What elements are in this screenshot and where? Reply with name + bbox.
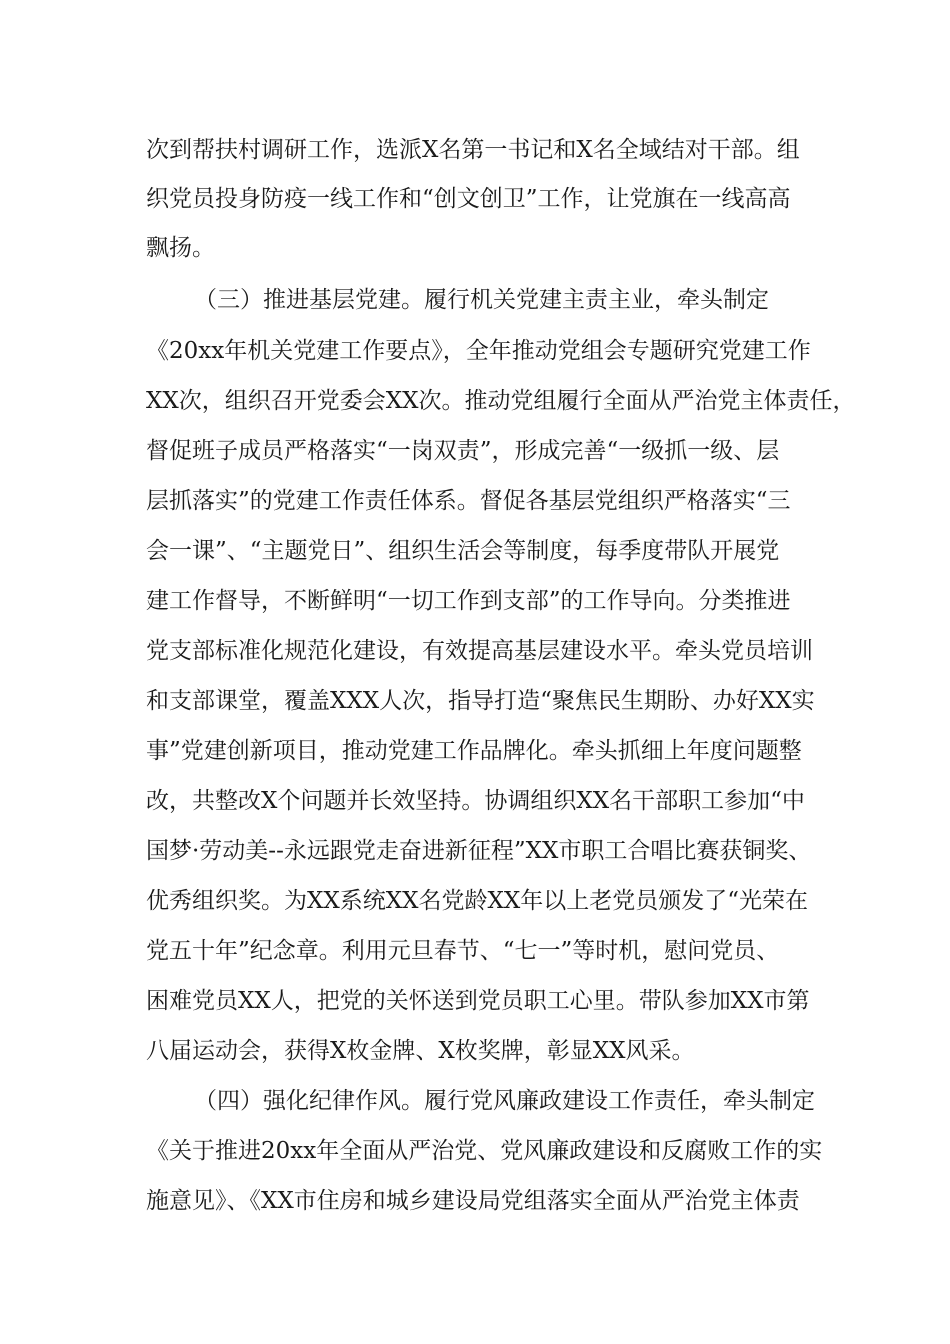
section-heading-three: （三）推进基层党建。履行机关党建主责主业，牵头制定 bbox=[194, 287, 769, 313]
text-line: 督促班子成员严格落实“一岗双责”，形成完善“一级抓一级、层 bbox=[146, 438, 780, 464]
text-line: 会一课”、“主题党日”、组织生活会等制度，每季度带队开展党 bbox=[146, 538, 780, 564]
text-line: 施意见》、《XX市住房和城乡建设局党组落实全面从严治党主体责 bbox=[146, 1188, 800, 1214]
text-line: 优秀组织奖。为XX系统XX名党龄XX年以上老党员颁发了“光荣在 bbox=[146, 888, 809, 914]
text-line: 飘扬。 bbox=[146, 235, 215, 261]
text-line: 困难党员XX人，把党的关怀送到党员职工心里。带队参加XX市第 bbox=[146, 988, 810, 1014]
text-line: 八届运动会，获得X枚金牌、X枚奖牌，彰显XX风采。 bbox=[146, 1038, 695, 1064]
section-heading-four: （四）强化纪律作风。履行党风廉政建设工作责任，牵头制定 bbox=[194, 1088, 815, 1114]
text-line: 《关于推进20xx年全面从严治党、党风廉政建设和反腐败工作的实 bbox=[146, 1138, 823, 1164]
text-line: 织党员投身防疫一线工作和“创文创卫”工作，让党旗在一线高高 bbox=[146, 186, 791, 212]
text-line: 建工作督导，不断鲜明“一切工作到支部”的工作导向。分类推进 bbox=[146, 588, 791, 614]
text-line: 事”党建创新项目，推动党建工作品牌化。牵头抓细上年度问题整 bbox=[146, 738, 802, 764]
text-line: 党五十年”纪念章。利用元旦春节、“七一”等时机，慰问党员、 bbox=[146, 938, 780, 964]
text-line: 和支部课堂，覆盖XXX人次，指导打造“聚焦民生期盼、办好XX实 bbox=[146, 688, 815, 714]
text-line: 《20xx年机关党建工作要点》，全年推动党组会专题研究党建工作 bbox=[146, 338, 811, 364]
text-line: 党支部标准化规范化建设，有效提高基层建设水平。牵头党员培训 bbox=[146, 638, 813, 664]
text-line: 国梦·劳动美--永远跟党走奋进新征程”XX市职工合唱比赛获铜奖、 bbox=[146, 838, 812, 864]
text-line: XX次，组织召开党委会XX次。推动党组履行全面从严治党主体责任， bbox=[146, 388, 856, 414]
text-line: 层抓落实”的党建工作责任体系。督促各基层党组织严格落实“三 bbox=[146, 488, 791, 514]
text-line: 改，共整改X个问题并长效坚持。协调组织XX名干部职工参加“中 bbox=[146, 788, 805, 814]
text-line: 次到帮扶村调研工作，选派X名第一书记和X名全域结对干部。组 bbox=[146, 137, 800, 163]
